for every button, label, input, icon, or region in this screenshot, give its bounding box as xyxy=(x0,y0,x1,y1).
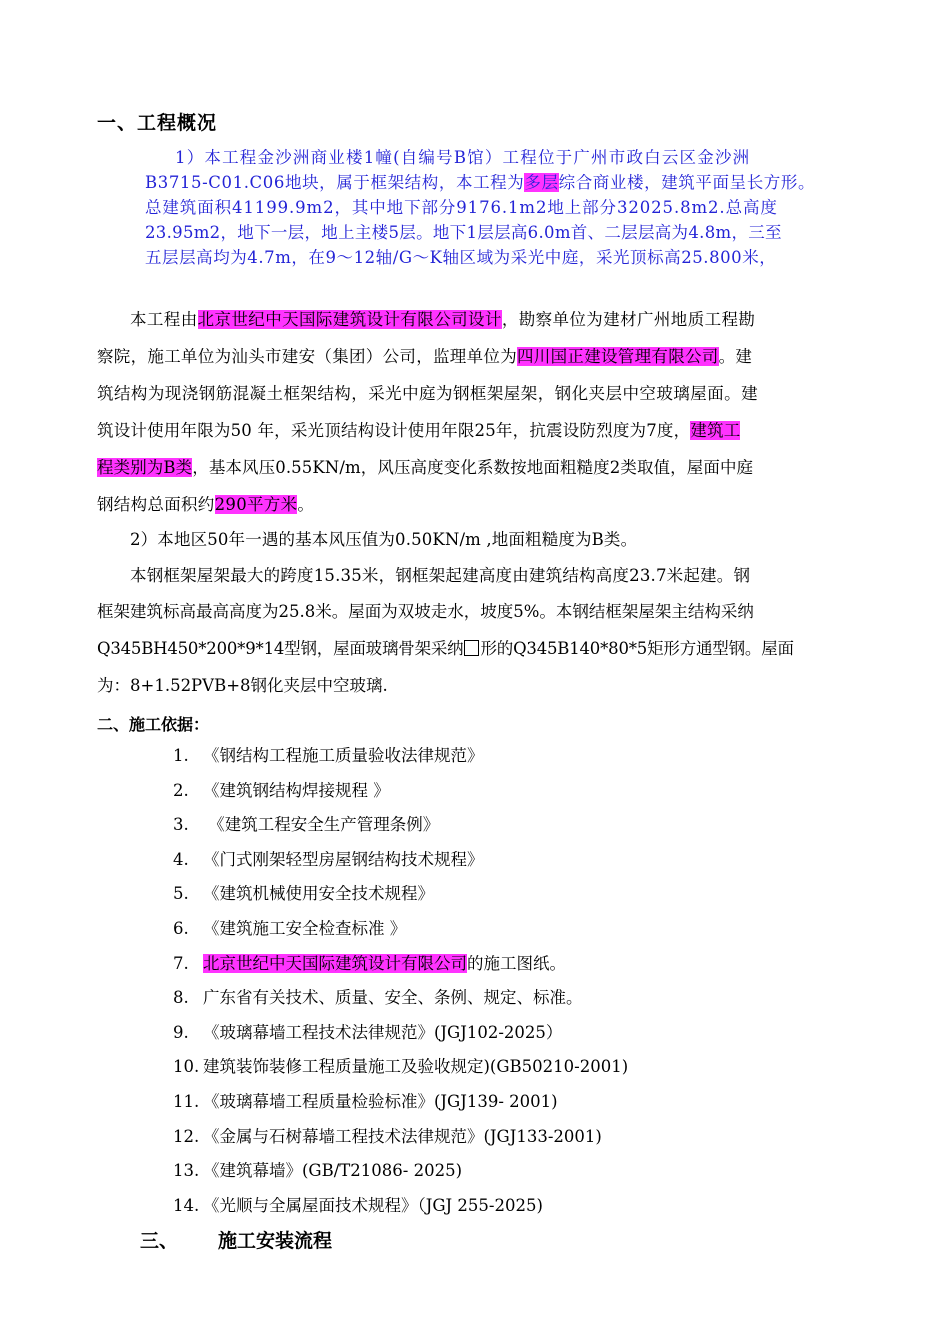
basis-list-item xyxy=(173,1194,543,1218)
para2-line2: 察院，施工单位为汕头市建安（集团）公司，监理单位为四川国正建设管理有限公司。建 xyxy=(97,347,753,366)
para1-line1: 1）本工程金沙洲商业楼1幢(自编号B馆）工程位于广州市政白云区金沙洲 xyxy=(175,148,751,167)
list-item-text: 《光顺与全属屋面技术规程》（JGJ 255-2025) xyxy=(203,1195,543,1215)
list-item-number: 13. xyxy=(173,1161,200,1181)
para1-line5: 五层层高均为4.7m，在9～12轴/G～K轴区域为采光中庭，采光顶标高25.800米， xyxy=(145,248,777,267)
para3-line1: 2）本地区50年一遇的基本风压值为0.50KN/m ,地面粗糙度为B类。 xyxy=(130,530,638,549)
para2-line5: 程类别为B类，基本风压0.55KN/m，风压高度变化系数按地面粗糙度2类取值，屋面中庭 xyxy=(97,458,754,477)
para4-line4: 为：8+1.52PVB+8钢化夹层中空玻璃. xyxy=(97,676,388,695)
highlight-area: 290平方米 xyxy=(214,495,298,514)
list-item-number: 6. xyxy=(173,919,189,938)
list-item-number: 3. xyxy=(173,815,189,835)
list-item-number: 2. xyxy=(173,780,189,800)
list-item-number: 7. xyxy=(173,953,189,973)
para1-line2: B3715-C01.C06地块，属于框架结构，本工程为多层综合商业楼，建筑平面呈长方形。 xyxy=(145,173,816,192)
list-item-text: 《门式刚架轻型房屋钢结构技术规程》 xyxy=(203,849,484,869)
list-item-number: 9. xyxy=(173,1022,189,1042)
list-item-text: 《玻璃幕墙工程技术法律规范》(JGJ102-2025） xyxy=(203,1022,563,1042)
para4-line3: Q345BH450*200*9*14型钢，屋面玻璃骨架采纳 形的Q345B140*80*5矩形方通型钢。屋面 xyxy=(97,639,794,658)
list-item-text: 《建筑施工安全检查标准 》 xyxy=(203,919,407,938)
highlight-project-class-b: 程类别为B类 xyxy=(97,458,193,477)
section-2-heading: 二、施工依据： xyxy=(97,715,210,734)
para2-line6: 钢结构总面积约290平方米。 xyxy=(97,495,315,514)
list-item-number: 1. xyxy=(173,746,189,765)
basis-list-item xyxy=(173,813,439,837)
basis-list-item xyxy=(173,917,406,941)
list-item-text: 《建筑工程安全生产管理条例》 xyxy=(203,815,440,835)
list-item-number: 11. xyxy=(173,1092,200,1111)
para2-line4: 筑设计使用年限为50 年，采光顶结构设计使用年限25年，抗震设防烈度为7度，建筑工 xyxy=(97,421,741,440)
para2-line1: 本工程由北京世纪中天国际建筑设计有限公司设计，勘察单位为建材广州地质工程勘 xyxy=(130,310,756,329)
highlight-multistory: 多层 xyxy=(524,173,559,192)
list-item-text: 建筑装饰装修工程质量施工及验收规定)(GB50210-2001) xyxy=(203,1057,629,1077)
para4-line1: 本钢框架屋架最大的跨度15.35米，钢框架起建高度由建筑结构高度23.7米起建。钢 xyxy=(130,566,751,585)
basis-list-item xyxy=(173,848,484,872)
list-item-text: 《建筑幕墙》(GB/T21086- 2025) xyxy=(203,1161,463,1181)
basis-list-item xyxy=(173,744,484,768)
basis-list-item xyxy=(173,986,583,1010)
rectangle-section-icon xyxy=(464,640,479,656)
basis-list-item xyxy=(173,1090,558,1114)
section-1-heading: 一、工程概况 xyxy=(97,112,218,134)
list-item-text: 《钢结构工程施工质量验收法律规范》 xyxy=(203,746,484,765)
para1-line3: 总建筑面积41199.9m2，其中地下部分9176.1m2地上部分32025.8m2.总高度 xyxy=(145,198,778,217)
highlight-designer-ref: 北京世纪中天国际建筑设计有限公司 xyxy=(203,953,467,973)
basis-list-item xyxy=(173,1159,462,1183)
list-item-number: 10. xyxy=(173,1057,200,1077)
list-item-text: 《建筑机械使用安全技术规程》 xyxy=(203,884,434,904)
highlight-designer: 北京世纪中天国际建筑设计有限公司设计 xyxy=(197,310,502,329)
list-item-text: 《金属与石树幕墙工程技术法律规范》(JGJ133-2001) xyxy=(203,1126,602,1146)
list-item-text: 《玻璃幕墙工程质量检验标准》(JGJ139- 2001) xyxy=(203,1092,558,1111)
basis-list-item xyxy=(173,952,566,976)
para1-line4: 23.95m2，地下一层，地上主楼5层。地下1层层高6.0m首、二层层高为4.8m，三至 xyxy=(145,223,782,242)
section-3-heading: 三、 施工安装流程 xyxy=(140,1230,333,1252)
highlight-project-class-a: 建筑工 xyxy=(690,421,741,440)
list-item-number: 5. xyxy=(173,884,189,904)
list-item-text: 广东省有关技术、质量、安全、条例、规定、标准。 xyxy=(203,988,583,1008)
basis-list-item xyxy=(173,1125,602,1149)
list-item-number: 14. xyxy=(173,1195,200,1215)
list-item-text: 的施工图纸。 xyxy=(467,953,566,973)
para4-line2: 框架建筑标高最高高度为25.8米。屋面为双坡走水，坡度5%。本钢结框架屋架主结构采纳 xyxy=(97,602,754,621)
basis-list-item xyxy=(173,882,434,906)
basis-list-item xyxy=(173,1021,562,1045)
list-item-number: 8. xyxy=(173,988,189,1008)
list-item-number: 4. xyxy=(173,849,189,869)
list-item-number: 12. xyxy=(173,1126,200,1146)
basis-list-item xyxy=(173,779,390,803)
para2-line3: 筑结构为现浇钢筋混凝土框架结构，采光中庭为钢框架屋架，钢化夹层中空玻璃屋面。建 xyxy=(97,384,759,403)
list-item-text: 《建筑钢结构焊接规程 》 xyxy=(203,780,390,800)
basis-list-item xyxy=(173,1055,628,1079)
highlight-supervisor: 四川国正建设管理有限公司 xyxy=(517,347,719,366)
